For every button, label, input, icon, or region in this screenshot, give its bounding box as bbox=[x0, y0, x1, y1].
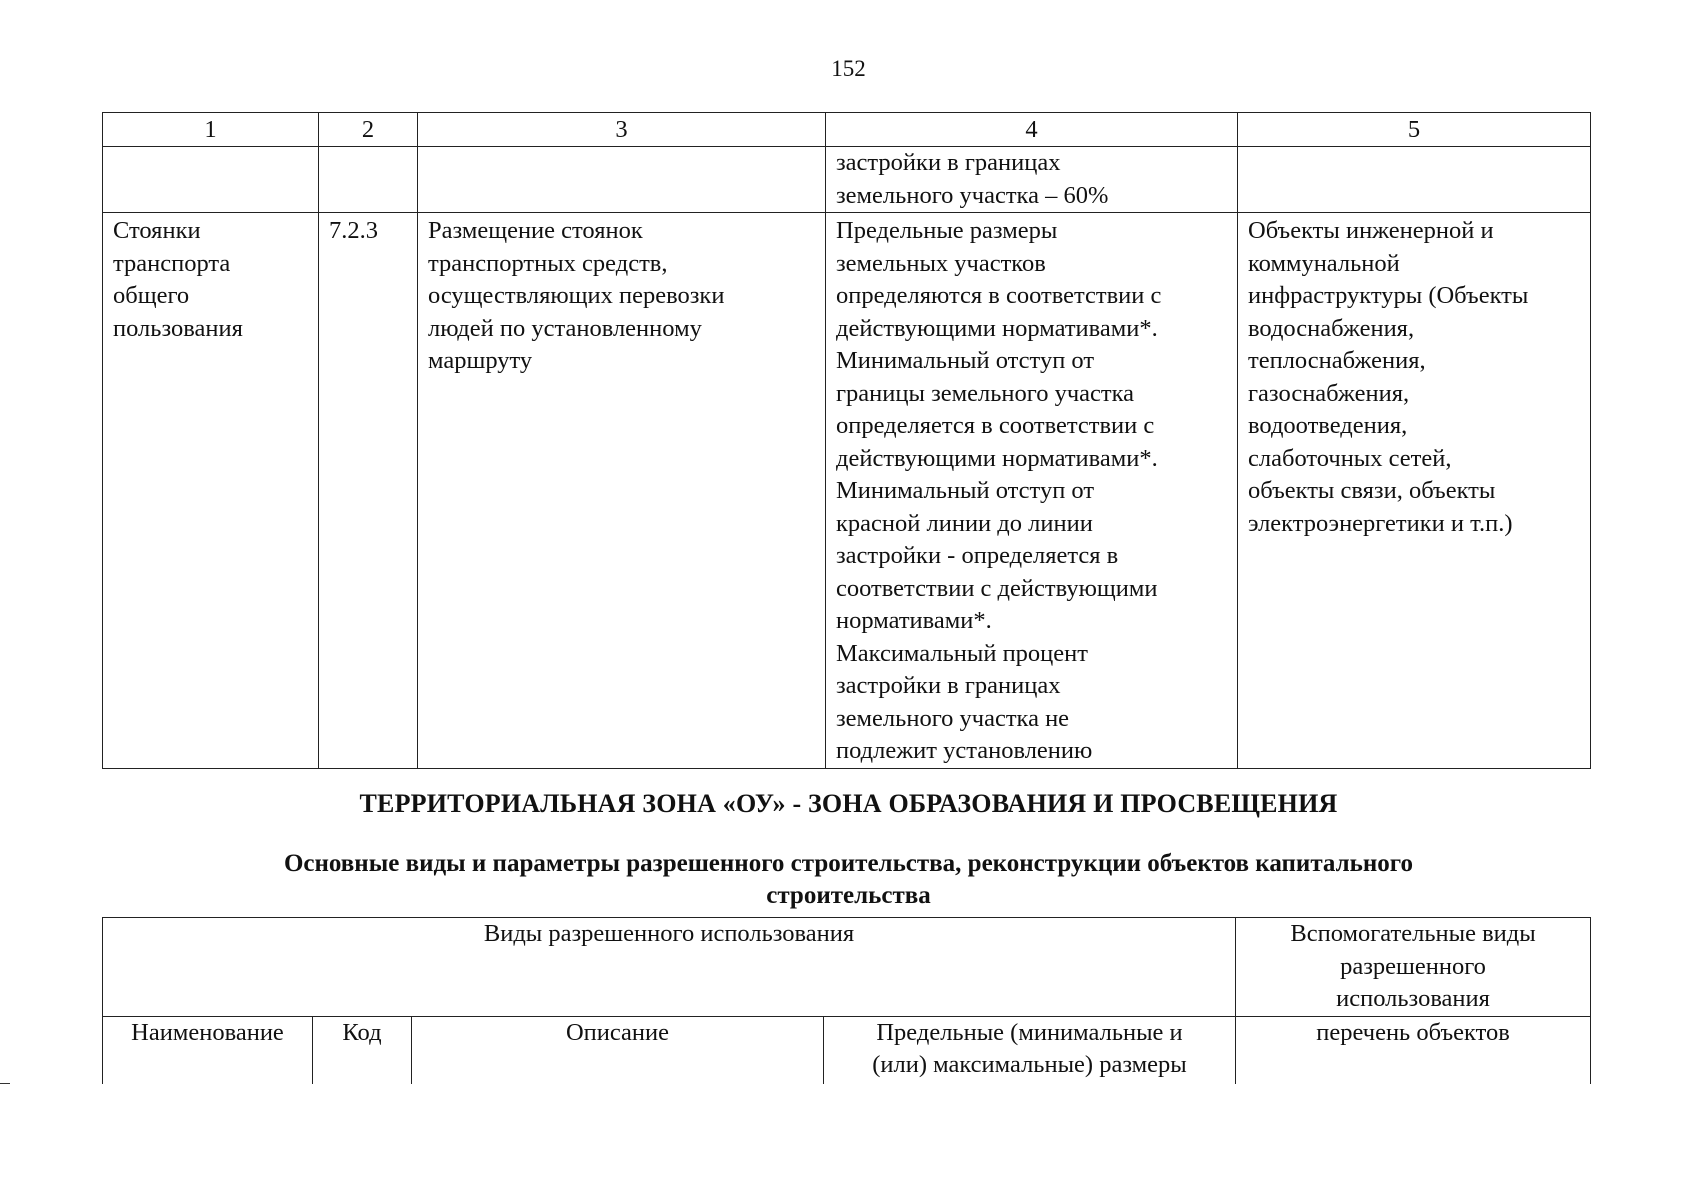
text-line: строительства bbox=[766, 882, 931, 909]
cell-auxiliary bbox=[1238, 213, 1591, 769]
text-line: нормативами*. bbox=[836, 607, 992, 634]
subheader-parameters bbox=[824, 1016, 1236, 1084]
text-line: людей по установленному bbox=[428, 314, 702, 342]
zone-title: ТЕРРИТОРИАЛЬНАЯ ЗОНА «ОУ» - ЗОНА ОБРАЗОВАНИЯ И ПРОСВЕЩЕНИЯ bbox=[359, 789, 1338, 818]
main-uses-table bbox=[102, 917, 1591, 1084]
text-line: Минимальный отступ от bbox=[836, 347, 1095, 374]
text-line: транспорта bbox=[113, 249, 231, 277]
edge-mark bbox=[0, 1083, 10, 1084]
text-line: водоотведения, bbox=[1248, 412, 1408, 439]
text-line: Максимальный процент bbox=[836, 639, 1088, 667]
cell-parameters bbox=[826, 213, 1238, 769]
main-header-cell: Виды разрешенного использования bbox=[103, 918, 1236, 1017]
column-number-3: 3 bbox=[418, 113, 826, 147]
continuation-cell-auxiliary bbox=[1238, 147, 1591, 213]
text-line: разрешенного bbox=[1340, 952, 1486, 980]
text-line: водоснабжения, bbox=[1248, 314, 1415, 342]
text-line: действующими нормативами*. bbox=[836, 444, 1158, 472]
text-line: электроэнергетики и т.п.) bbox=[1248, 509, 1513, 537]
continuation-cell-description bbox=[418, 147, 826, 213]
section-title bbox=[190, 848, 1507, 912]
column-number-4: 4 bbox=[826, 113, 1238, 147]
text-line: коммунальной bbox=[1248, 249, 1400, 277]
text-line: застройки в границах bbox=[836, 149, 1061, 176]
text-line: Предельные (минимальные и bbox=[876, 1018, 1183, 1046]
table-header-row bbox=[103, 918, 1591, 1017]
text-line: теплоснабжения, bbox=[1248, 347, 1426, 374]
text-line: подлежит установлению bbox=[836, 737, 1093, 764]
text-line: инфраструктуры (Объекты bbox=[1248, 282, 1529, 309]
text-line: маршруту bbox=[428, 347, 533, 374]
text-line: общего bbox=[113, 282, 190, 309]
text-line: слаботочных сетей, bbox=[1248, 444, 1452, 472]
continuation-cell-code bbox=[319, 147, 418, 213]
permitted-use-table bbox=[102, 112, 1591, 769]
column-number-1: 1 bbox=[103, 113, 319, 147]
text-line: застройки в границах bbox=[836, 672, 1061, 699]
continuation-cell-parameters bbox=[826, 147, 1238, 213]
text-line: Минимальный отступ от bbox=[836, 477, 1095, 504]
text-line: Объекты инженерной и bbox=[1248, 217, 1494, 244]
text-line: определяются в соответствии с bbox=[836, 282, 1162, 309]
text-line: (или) максимальные) размеры bbox=[872, 1051, 1187, 1078]
subheader-name: Наименование bbox=[103, 1016, 313, 1084]
page-number: 152 bbox=[831, 56, 866, 81]
table-row bbox=[103, 213, 1591, 769]
text-line: использования bbox=[1336, 985, 1490, 1012]
subheader-objects: перечень объектов bbox=[1236, 1016, 1591, 1084]
text-line: Стоянки bbox=[113, 217, 201, 244]
subheader-description: Описание bbox=[412, 1016, 824, 1084]
text-line: газоснабжения, bbox=[1248, 379, 1410, 407]
aux-header-cell bbox=[1236, 918, 1591, 1017]
continuation-cell-name bbox=[103, 147, 319, 213]
cell-description bbox=[418, 213, 826, 769]
text-line: Основные виды и параметры разрешенного строительства, реконструкции объектов капитального bbox=[283, 850, 1414, 877]
cell-code: 7.2.3 bbox=[319, 213, 418, 769]
text-line: Предельные размеры bbox=[836, 217, 1058, 244]
text-line: осуществляющих перевозки bbox=[428, 282, 725, 309]
subheader-code: Код bbox=[313, 1016, 412, 1084]
text-line: действующими нормативами*. bbox=[836, 314, 1158, 342]
text-line: соответствии с действующими bbox=[836, 574, 1158, 602]
text-line: Размещение стоянок bbox=[428, 217, 643, 244]
text-line: земельных участков bbox=[836, 249, 1046, 277]
cell-name bbox=[103, 213, 319, 769]
text-line: транспортных средств, bbox=[428, 249, 668, 277]
text-line: пользования bbox=[113, 314, 243, 342]
text-line: Вспомогательные виды bbox=[1290, 920, 1536, 947]
text-line: объекты связи, объекты bbox=[1248, 477, 1496, 504]
column-number-5: 5 bbox=[1238, 113, 1591, 147]
table-subheader-row bbox=[103, 1016, 1591, 1084]
continuation-row bbox=[103, 147, 1591, 213]
column-number-row bbox=[103, 113, 1591, 147]
text-line: определяется в соответствии с bbox=[836, 412, 1155, 439]
column-number-2: 2 bbox=[319, 113, 418, 147]
text-line: границы земельного участка bbox=[836, 379, 1135, 407]
text-line: земельного участка – 60% bbox=[836, 181, 1109, 209]
text-line: застройки - определяется в bbox=[836, 542, 1119, 569]
text-line: красной линии до линии bbox=[836, 509, 1093, 537]
text-line: земельного участка не bbox=[836, 704, 1070, 732]
